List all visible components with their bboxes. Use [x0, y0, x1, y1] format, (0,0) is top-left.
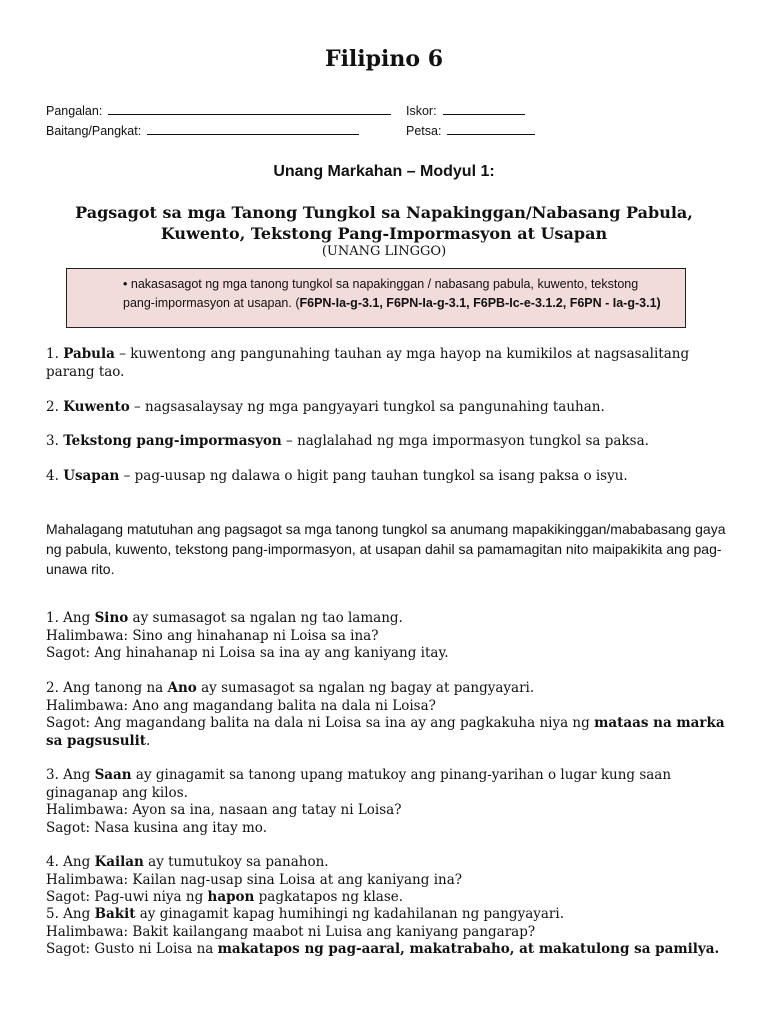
lesson-title-line2: Kuwento, Tekstong Pang-Impormasyon at Usapan: [160, 224, 608, 243]
answer-line: Sagot: Ang magandang balita na dala ni Loisa sa ina ay ang pagkakuha niya ng mataas na marka sa pagsusulit.: [46, 715, 725, 749]
grade-blank[interactable]: [147, 122, 359, 135]
page-title: Filipino 6: [324, 46, 444, 72]
question-word: Kailan: [94, 854, 144, 870]
answer-line: Sagot: Gusto ni Loisa na makatapos ng pag-aaral, makatrabaho, at makatulong sa pamilya.: [46, 941, 720, 957]
question-block-bakit: [46, 906, 726, 959]
question-rule: 3. Ang Saan ay ginagamit sa tanong upang matukoy ang pinang-yarihan o lugar kung saan ginaganap ang kilos.: [46, 767, 672, 801]
definition-number: 3.: [46, 433, 59, 449]
question-word: Bakit: [94, 906, 136, 922]
definition-text: – pag-uusap ng dalawa o higit pang tauhan tungkol sa isang paksa o isyu.: [119, 468, 628, 484]
grade-label: Baitang/Pangkat:: [46, 124, 142, 138]
definition-term: Kuwento: [63, 399, 130, 415]
question-word: Saan: [94, 767, 132, 783]
definition-term: Tekstong pang-impormasyon: [63, 433, 282, 449]
score-field: [406, 102, 525, 118]
definition-item: [46, 399, 726, 417]
question-rule: 2. Ang tanong na Ano ay sumasagot sa ngalan ng bagay at pangyayari.: [46, 680, 535, 696]
lesson-title-line1: Pagsagot sa mga Tanong Tungkol sa Napakinggan/Nabasang Pabula,: [75, 203, 693, 222]
definition-item: [46, 433, 726, 451]
question-word: Ano: [167, 680, 197, 696]
question-rule: 4. Ang Kailan ay tumutukoy sa panahon.: [46, 854, 329, 870]
question-block-ano: [46, 680, 726, 750]
name-blank[interactable]: [108, 102, 391, 115]
question-rule: 5. Ang Bakit ay ginagamit kapag humihingi ng kadahilanan ng pangyayari.: [46, 906, 564, 922]
question-block-saan: [46, 767, 726, 837]
example-line: Halimbawa: Sino ang hinahanap ni Loisa sa ina?: [46, 627, 379, 644]
module-quarter: Unang Markahan – Modyul 1:: [273, 163, 495, 180]
definition-term: Pabula: [63, 346, 115, 362]
objective-bullet: •: [123, 277, 128, 291]
question-block-sino: [46, 610, 726, 663]
question-block-kailan: [46, 854, 726, 907]
name-label: Pangalan:: [46, 104, 103, 118]
definition-number: 1.: [46, 346, 59, 362]
date-blank[interactable]: [447, 122, 535, 135]
score-label: Iskor:: [406, 104, 437, 118]
answer-line: Sagot: Ang hinahanap ni Loisa sa ina ay ang kaniyang itay.: [46, 645, 449, 661]
objective-box: [66, 268, 686, 328]
definition-item: [46, 346, 726, 381]
example-line: Halimbawa: Ayon sa ina, nasaan ang tatay ni Loisa?: [46, 802, 402, 818]
score-blank[interactable]: [443, 102, 525, 115]
question-word: Sino: [94, 610, 129, 626]
definition-text: – naglalahad ng mga impormasyon tungkol sa paksa.: [281, 433, 649, 449]
example-line: Halimbawa: Bakit kailangang maabot ni Luisa ang kaniyang pangarap?: [46, 923, 536, 940]
name-field: [46, 102, 391, 118]
date-label: Petsa:: [406, 124, 442, 138]
answer-line: Sagot: Pag-uwi niya ng hapon pagkatapos ng klase.: [46, 889, 404, 905]
answer-line: Sagot: Nasa kusina ang itay mo.: [46, 819, 267, 836]
intro-paragraph: Mahalagang matutuhan ang pagsagot sa mga tanong tungkol sa anumang mapakikinggan/mababasang gaya ng pabula, kuwento, tekstong pang-impormasyon, at usapan dahil sa pamamagitan nito maipakikita ang pag-unawa rito.: [46, 521, 726, 577]
definition-item: [46, 468, 726, 486]
week-label: (UNANG LINGGO): [321, 244, 447, 259]
definition-term: Usapan: [63, 468, 120, 484]
objective-codes: F6PN-Ia-g-3.1, F6PN-Ia-g-3.1, F6PB-Ic-e-3.1.2, F6PN - Ia-g-3.1): [299, 296, 661, 310]
grade-field: [46, 122, 359, 138]
lesson-title: [40, 202, 728, 244]
definition-text: – nagsasalaysay ng mga pangyayari tungkol sa pangunahing tauhan.: [129, 399, 605, 415]
definition-number: 2.: [46, 399, 59, 415]
example-line: Halimbawa: Kailan nag-usap sina Loisa at ang kaniyang ina?: [46, 871, 462, 888]
example-line: Halimbawa: Ano ang magandang balita na dala ni Loisa?: [46, 697, 436, 714]
date-field: [406, 122, 535, 138]
objective-line1: nakasasagot ng mga tanong tungkol sa napakinggan / nabasang pabula, kuwento, tekstong: [130, 277, 639, 291]
question-rule: 1. Ang Sino ay sumasagot sa ngalan ng tao lamang.: [46, 610, 403, 626]
objective-line2: pang-impormasyon at usapan. (: [123, 296, 300, 310]
definition-text: – kuwentong ang pangunahing tauhan ay mga hayop na kumikilos at nagsasalitang parang tao.: [46, 346, 690, 380]
definition-number: 4.: [46, 468, 59, 484]
objective-text: [123, 275, 679, 313]
